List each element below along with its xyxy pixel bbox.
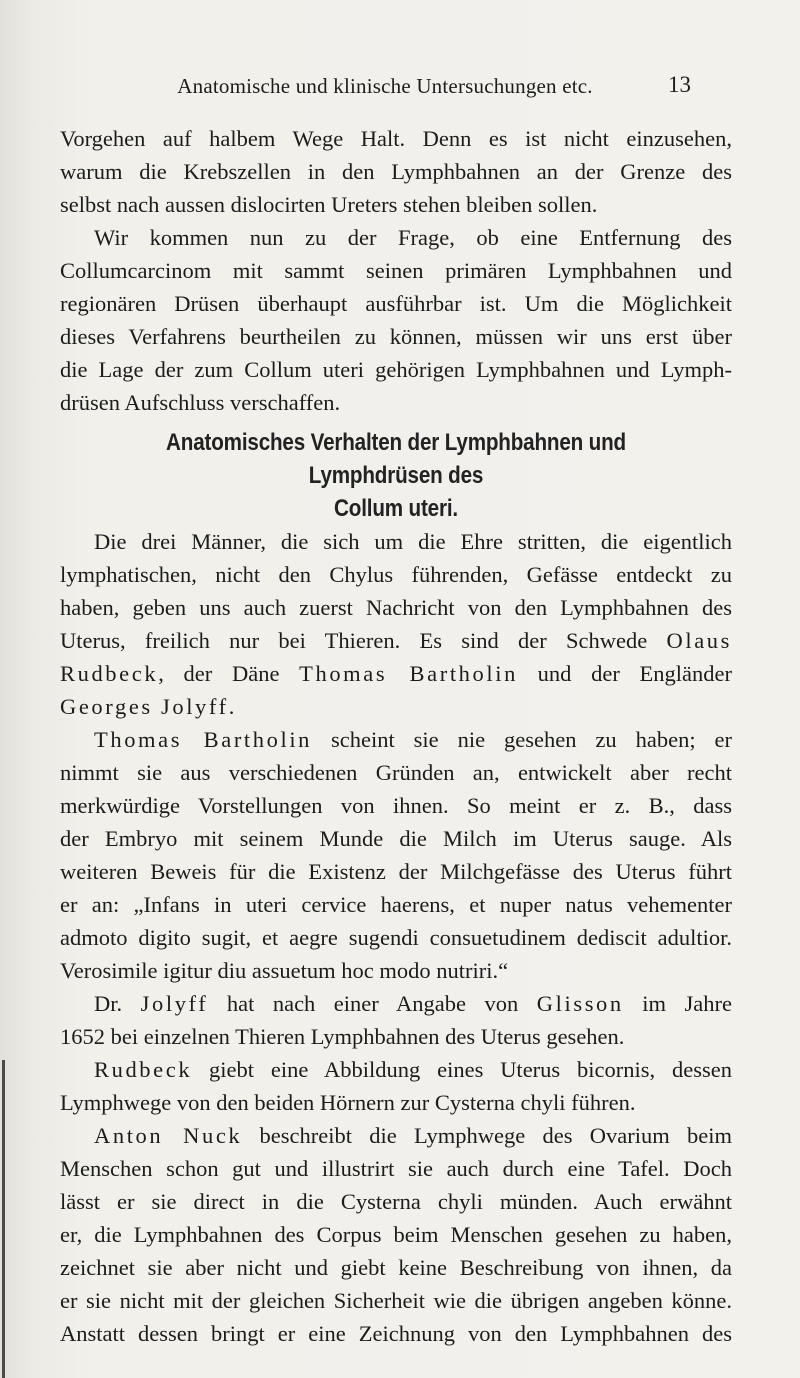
text-line bbox=[60, 1119, 732, 1152]
text-line: 1652 bei einzelnen Thieren Lymphbahnen des Uterus gesehen. bbox=[60, 1024, 625, 1049]
text-line: nimmt sie aus verschiedenen Gründen an, entwickelt aber recht bbox=[60, 760, 732, 785]
text-line: selbst nach aussen dislocirten Ureters stehen bleiben sollen. bbox=[60, 192, 598, 217]
section-heading-line: Collum uteri. bbox=[334, 495, 458, 522]
text-line: die Lage der zum Collum uteri gehörigen Lymphbahnen und Lymph- bbox=[60, 357, 732, 382]
text-line bbox=[60, 987, 732, 1020]
text-line: er sie nicht mit der gleichen Sicherheit wie die übrigen angeben könne. bbox=[60, 1288, 732, 1313]
text-line: warum die Krebszellen in den Lymphbahnen an der Grenze des bbox=[60, 159, 732, 184]
paragraph-bartholin bbox=[60, 723, 732, 987]
text-run: Uterus, freilich nur bei Thieren. Es sind der Schwede bbox=[60, 628, 667, 653]
text-line: Collumcarcinom mit sammt seinen primären Lymphbahnen und bbox=[60, 258, 732, 283]
text-line bbox=[60, 723, 732, 756]
paragraph-lymph-question bbox=[60, 221, 732, 419]
running-header: Anatomische und klinische Untersuchungen etc. bbox=[177, 74, 593, 98]
person-name: Thomas Bartholin bbox=[299, 661, 518, 686]
text-line: admoto digito sugit, et aegre sugendi consuetudinem dediscit adultior. bbox=[60, 925, 732, 950]
text-line: der Embryo mit seinem Munde die Milch im Uterus sauge. Als bbox=[60, 826, 732, 851]
person-name: Jolyff bbox=[140, 991, 209, 1016]
text-run: im Jahre bbox=[623, 991, 732, 1016]
binding-edge bbox=[2, 1060, 5, 1378]
paragraph-jolyff bbox=[60, 987, 732, 1053]
text-line: lässt er sie direct in die Cysterna chyli münden. Auch erwähnt bbox=[60, 1189, 732, 1214]
text-run: Dr. bbox=[94, 991, 141, 1016]
text-line: Lymphwege von den beiden Hörnern zur Cysterna chyli führen. bbox=[60, 1090, 636, 1115]
text-line: Die drei Männer, die sich um die Ehre stritten, die eigentlich bbox=[94, 529, 732, 554]
text-line: Anstatt dessen bringt er eine Zeichnung von den Lymphbahnen des bbox=[60, 1321, 732, 1346]
text-run: und der Engländer bbox=[517, 661, 733, 686]
text-line: haben, geben uns auch zuerst Nachricht von den Lymphbahnen des bbox=[60, 595, 732, 620]
text-line bbox=[60, 690, 732, 723]
person-name: Georges Jolyff bbox=[60, 694, 229, 719]
text-line: drüsen Aufschluss verschaffen. bbox=[60, 390, 341, 415]
text-run: . bbox=[228, 694, 235, 719]
text-line: lymphatischen, nicht den Chylus führenden, Gefässe entdeckt zu bbox=[60, 562, 732, 587]
section-heading bbox=[107, 426, 685, 525]
person-name: Thomas Bartholin bbox=[94, 727, 313, 752]
text-run: , der Däne bbox=[158, 661, 300, 686]
paragraph-rudbeck bbox=[60, 1053, 732, 1119]
text-run: scheint sie nie gesehen zu haben; er bbox=[312, 727, 733, 752]
text-line: Wir kommen nun zu der Frage, ob eine Entfernung des bbox=[94, 225, 732, 250]
text-line bbox=[60, 1053, 732, 1086]
section-heading-line: Anatomisches Verhalten der Lymphbahnen und Lymphdrüsen des bbox=[166, 429, 626, 489]
text-line: Verosimile igitur diu assuetum hoc modo nutriri.“ bbox=[60, 958, 509, 983]
paragraph-continuation bbox=[60, 122, 732, 221]
paragraph-nuck bbox=[60, 1119, 732, 1350]
text-line: zeichnet sie aber nicht und giebt keine Beschreibung von ihnen, da bbox=[60, 1255, 732, 1280]
text-line: er an: „Infans in uteri cervice haerens, et nuper natus vehementer bbox=[60, 892, 732, 917]
text-line: regionären Drüsen überhaupt ausführbar ist. Um die Möglichkeit bbox=[60, 291, 732, 316]
text-run: beschreibt die Lymphwege des Ovarium beim bbox=[242, 1123, 732, 1148]
person-name: Glisson bbox=[536, 991, 624, 1016]
text-line: er, die Lymphbahnen des Corpus beim Menschen gesehen zu haben, bbox=[60, 1222, 732, 1247]
page-number: 13 bbox=[668, 72, 691, 97]
person-name: Rudbeck bbox=[94, 1057, 193, 1082]
text-line: Menschen schon gut und illustrirt sie auch durch eine Tafel. Doch bbox=[60, 1156, 732, 1181]
text-line bbox=[60, 657, 732, 690]
text-line: weiteren Beweis für die Existenz der Milchgefässe des Uterus führt bbox=[60, 859, 732, 884]
text-line bbox=[60, 624, 732, 657]
text-line: dieses Verfahrens beurtheilen zu können, müssen wir uns erst über bbox=[60, 324, 732, 349]
text-line: Vorgehen auf halbem Wege Halt. Denn es ist nicht einzusehen, bbox=[60, 126, 732, 151]
text-line: merkwürdige Vorstellungen von ihnen. So meint er z. B., dass bbox=[60, 793, 732, 818]
text-run: hat nach einer Angabe von bbox=[208, 991, 537, 1016]
person-name: Olaus bbox=[666, 628, 732, 653]
text-run: giebt eine Abbildung eines Uterus bicornis, dessen bbox=[192, 1057, 732, 1082]
person-name: Rudbeck bbox=[60, 661, 159, 686]
paragraph-three-men bbox=[60, 525, 732, 723]
person-name: Anton Nuck bbox=[94, 1123, 243, 1148]
